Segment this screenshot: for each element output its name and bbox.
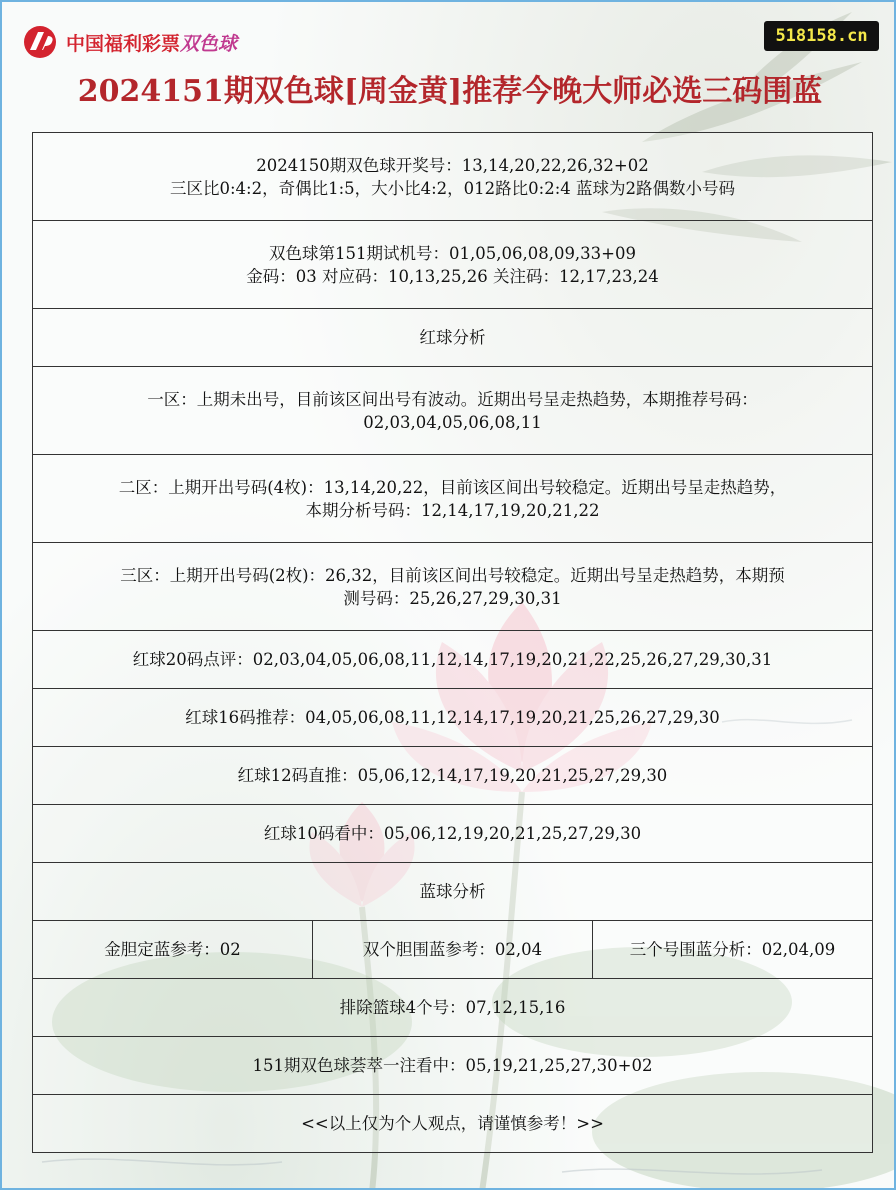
table-row-red12 [33, 747, 873, 805]
zone1-text: 一区：上期未出号，目前该区间出号有波动。近期出号呈走热趋势，本期推荐号码： [147, 389, 758, 409]
table-row-single-bet [33, 1037, 873, 1095]
table-row-red16 [33, 689, 873, 747]
zone1-cell [33, 367, 873, 455]
table-row-red-heading [33, 309, 873, 367]
logo-main-text: 中国福利彩票 [66, 32, 181, 55]
page-title: 2024151期双色球[周金黄]推荐今晚大师必选三码围蓝 [77, 74, 823, 109]
table-row-red20 [33, 631, 873, 689]
blue-double-cell: 双个胆围蓝参考：02,04 [313, 921, 593, 979]
logo-text [66, 29, 237, 56]
table-row-blue-exclude [33, 979, 873, 1037]
zone3-numbers: 测号码：25,26,27,29,30,31 [343, 588, 562, 608]
red-analysis-heading: 红球分析 [33, 309, 873, 367]
table-row-blue-picks [33, 921, 873, 979]
table-row-last-draw [33, 133, 873, 221]
red10-cell: 红球10码看中：05,06,12,19,20,21,25,27,29,30 [33, 805, 873, 863]
logo-accent-text: 双色球 [180, 32, 238, 55]
lottery-logo-icon [20, 24, 64, 60]
zone3-text: 三区：上期开出号码(2枚)：26,32，目前该区间出号较稳定。近期出号呈走热趋势，本期预 [120, 565, 785, 585]
zone2-cell [33, 455, 873, 543]
single-bet-cell: 151期双色球荟萃一注看中：05,19,21,25,27,30+02 [33, 1037, 873, 1095]
table-row-blue-heading [33, 863, 873, 921]
last-draw-numbers: 2024150期双色球开奖号：13,14,20,22,26,32+02 [256, 155, 649, 175]
welfare-lottery-logo[interactable] [20, 24, 237, 60]
table-row-disclaimer [33, 1095, 873, 1153]
table-row-zone2 [33, 455, 873, 543]
red20-cell: 红球20码点评：02,03,04,05,06,08,11,12,14,17,19,20,21,22,25,26,27,29,30,31 [33, 631, 873, 689]
trial-cell [33, 221, 873, 309]
zone2-text: 二区：上期开出号码(4枚)：13,14,20,22，目前该区间出号较稳定。近期出号呈走热趋势， [118, 477, 787, 497]
last-draw-ratios: 三区比0:4:2，奇偶比1:5，大小比4:2，012路比0:2:4 蓝球为2路偶数小号码 [169, 178, 736, 198]
table-row-zone1 [33, 367, 873, 455]
blue-exclude-cell: 排除篮球4个号：07,12,15,16 [33, 979, 873, 1037]
site-badge[interactable]: 518158.cn [764, 21, 879, 51]
page-header [2, 2, 896, 127]
prediction-table [32, 132, 873, 1153]
table-row-zone3 [33, 543, 873, 631]
blue-single-cell: 金胆定蓝参考：02 [33, 921, 313, 979]
table-row-trial-numbers [33, 221, 873, 309]
gold-codes: 金码：03 对应码：10,13,25,26 关注码：12,17,23,24 [246, 266, 659, 286]
blue-analysis-heading: 蓝球分析 [33, 863, 873, 921]
zone1-numbers: 02,03,04,05,06,08,11 [363, 412, 542, 432]
zone2-numbers: 本期分析号码：12,14,17,19,20,21,22 [305, 500, 600, 520]
table-row-red10 [33, 805, 873, 863]
trial-numbers: 双色球第151期试机号：01,05,06,08,09,33+09 [268, 243, 636, 263]
disclaimer-cell: <<以上仅为个人观点，请谨慎参考！>> [33, 1095, 873, 1153]
zone3-cell [33, 543, 873, 631]
red12-cell: 红球12码直推：05,06,12,14,17,19,20,21,25,27,29,30 [33, 747, 873, 805]
red16-cell: 红球16码推荐：04,05,06,08,11,12,14,17,19,20,21,25,26,27,29,30 [33, 689, 873, 747]
blue-triple-cell: 三个号围蓝分析：02,04,09 [593, 921, 873, 979]
last-draw-cell [33, 133, 873, 221]
